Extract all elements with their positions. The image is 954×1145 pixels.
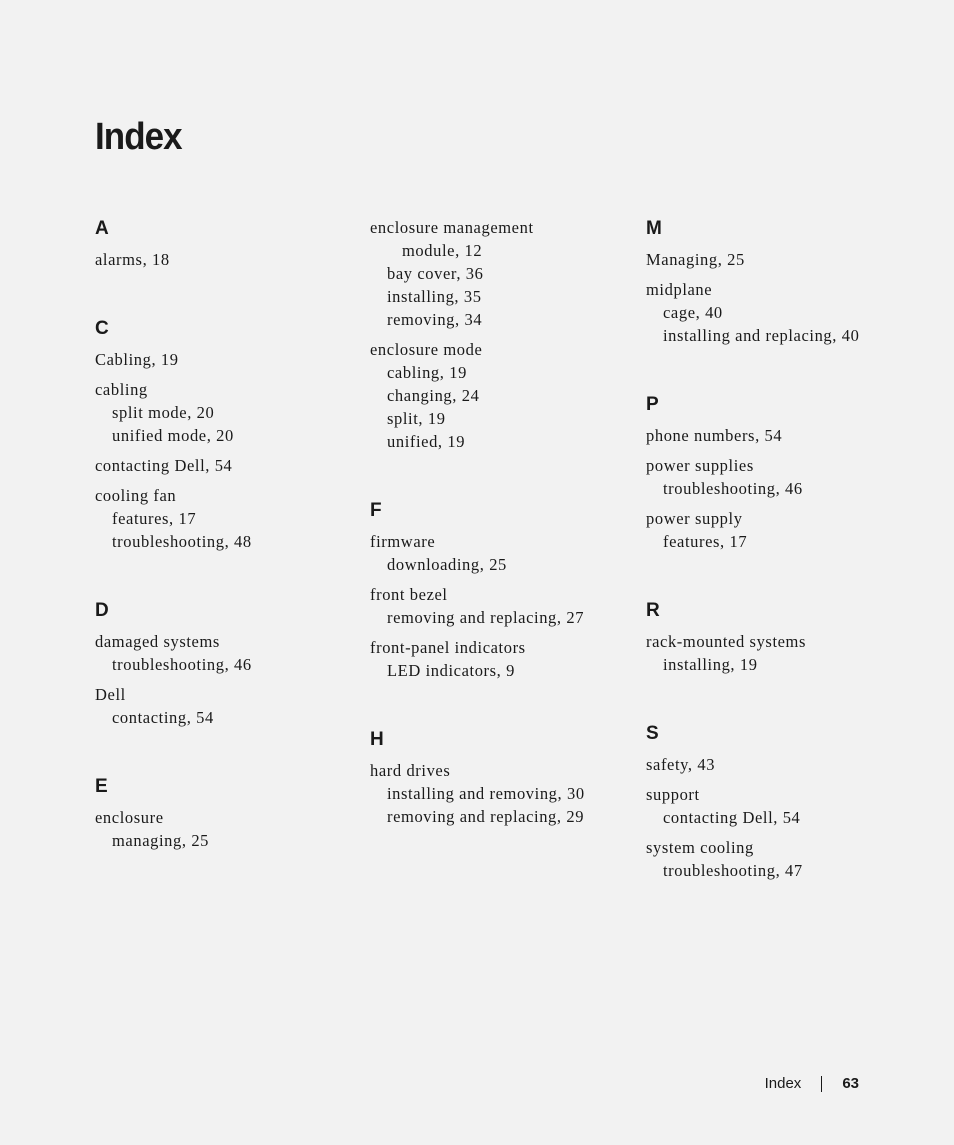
index-entry <box>646 424 906 447</box>
index-term-text: contacting Dell, 54 <box>95 456 233 475</box>
index-subentry: LED indicators, 9 <box>387 661 515 680</box>
index-term <box>646 278 906 301</box>
index-term-text: firmware <box>370 532 436 551</box>
index-letter: P <box>646 394 659 415</box>
index-subentry: split, 19 <box>387 409 446 428</box>
index-entry <box>646 783 906 829</box>
index-subentry: contacting Dell, 54 <box>663 808 801 827</box>
index-term <box>646 248 906 271</box>
index-entry <box>646 836 906 882</box>
index-term-continuation: module, 12 <box>402 241 483 260</box>
index-term <box>646 783 906 806</box>
index-subentry: unified mode, 20 <box>112 426 234 445</box>
index-subentry: cabling, 19 <box>387 363 467 382</box>
index-subentry: split mode, 20 <box>112 403 215 422</box>
index-column-2 <box>370 216 630 835</box>
index-term <box>370 216 630 262</box>
index-term <box>646 630 906 653</box>
index-column-1 <box>95 216 355 859</box>
section-spacer <box>370 460 630 498</box>
index-subentry: removing, 34 <box>387 310 483 329</box>
index-entry <box>95 806 355 852</box>
index-term <box>95 683 355 706</box>
page-number: 63 <box>842 1075 859 1092</box>
index-section <box>646 216 906 347</box>
page-title: Index <box>95 116 182 158</box>
index-subentry: unified, 19 <box>387 432 466 451</box>
index-letter: S <box>646 723 659 744</box>
index-subentry: features, 17 <box>112 509 197 528</box>
index-term-text: enclosure mode <box>370 340 483 359</box>
page-footer <box>765 1075 859 1092</box>
index-entry <box>95 683 355 729</box>
index-subentry: bay cover, 36 <box>387 264 484 283</box>
index-letter: R <box>646 600 660 621</box>
index-subentry: managing, 25 <box>112 831 210 850</box>
section-spacer <box>646 560 906 598</box>
index-term <box>95 806 355 829</box>
index-term <box>370 338 630 361</box>
index-term-text: cabling <box>95 380 148 399</box>
index-term-text: Cabling, 19 <box>95 350 179 369</box>
index-term-text: hard drives <box>370 761 451 780</box>
index-term-text: support <box>646 785 700 804</box>
section-spacer <box>95 278 355 316</box>
index-term-text: enclosure management <box>370 218 534 237</box>
index-term <box>370 530 630 553</box>
index-entry <box>370 583 630 629</box>
section-spacer <box>370 689 630 727</box>
index-term-text: damaged systems <box>95 632 220 651</box>
index-subentry: contacting, 54 <box>112 708 214 727</box>
index-entry <box>370 216 630 331</box>
index-term-text: midplane <box>646 280 713 299</box>
index-subentry: removing and replacing, 27 <box>387 608 585 627</box>
index-subentry: downloading, 25 <box>387 555 507 574</box>
index-subentry: changing, 24 <box>387 386 480 405</box>
index-subentry: troubleshooting, 48 <box>112 532 252 551</box>
index-entry <box>646 630 906 676</box>
index-subentry: installing, 19 <box>663 655 758 674</box>
index-section <box>95 598 355 729</box>
footer-divider <box>821 1076 822 1092</box>
index-subentry: installing and replacing, 40 <box>663 326 860 345</box>
index-letter: D <box>95 600 109 621</box>
index-term-text: Dell <box>95 685 126 704</box>
section-spacer <box>95 736 355 774</box>
index-section <box>370 727 630 828</box>
index-term <box>646 836 906 859</box>
index-term <box>646 424 906 447</box>
index-entry <box>370 759 630 828</box>
index-term <box>95 248 355 271</box>
index-letter: F <box>370 500 382 521</box>
index-term-text: power supplies <box>646 456 754 475</box>
index-entry <box>370 530 630 576</box>
index-term <box>646 753 906 776</box>
index-term <box>95 454 355 477</box>
index-subentry: troubleshooting, 46 <box>112 655 252 674</box>
index-entry <box>370 338 630 453</box>
index-letter: H <box>370 729 384 750</box>
index-term-text: cooling fan <box>95 486 177 505</box>
index-entry <box>646 454 906 500</box>
index-section <box>95 316 355 553</box>
index-subentry: features, 17 <box>663 532 748 551</box>
index-entry <box>95 378 355 447</box>
index-term <box>370 583 630 606</box>
index-entry <box>646 248 906 271</box>
index-entry <box>646 278 906 347</box>
index-subentry: installing, 35 <box>387 287 482 306</box>
index-term-text: front-panel indicators <box>370 638 526 657</box>
index-term-text: safety, 43 <box>646 755 716 774</box>
index-term-text: system cooling <box>646 838 754 857</box>
index-letter: M <box>646 218 662 239</box>
index-entry <box>95 630 355 676</box>
index-section <box>95 774 355 852</box>
index-subentry: troubleshooting, 46 <box>663 479 803 498</box>
index-subentry: cage, 40 <box>663 303 723 322</box>
index-entry <box>95 248 355 271</box>
index-term-text: Managing, 25 <box>646 250 745 269</box>
index-term <box>646 507 906 530</box>
index-entry <box>95 348 355 371</box>
index-letter: A <box>95 218 109 239</box>
index-term-text: rack-mounted systems <box>646 632 807 651</box>
index-section <box>646 392 906 553</box>
index-subentry: installing and removing, 30 <box>387 784 585 803</box>
index-term <box>95 348 355 371</box>
index-term <box>646 454 906 477</box>
index-term <box>95 378 355 401</box>
index-section <box>646 721 906 882</box>
index-subentry: removing and replacing, 29 <box>387 807 585 826</box>
footer-section-label: Index <box>764 1075 802 1092</box>
index-section <box>370 216 630 453</box>
index-term <box>370 759 630 782</box>
index-section <box>370 498 630 682</box>
index-term <box>95 484 355 507</box>
index-term-text: alarms, 18 <box>95 250 170 269</box>
index-term-text: phone numbers, 54 <box>646 426 783 445</box>
index-letter: E <box>95 776 108 797</box>
section-spacer <box>95 560 355 598</box>
index-term-text: enclosure <box>95 808 164 827</box>
index-section <box>646 598 906 676</box>
section-spacer <box>646 683 906 721</box>
index-section <box>95 216 355 271</box>
index-entry <box>370 636 630 682</box>
index-term-text: front bezel <box>370 585 448 604</box>
index-term <box>370 636 630 659</box>
index-term <box>95 630 355 653</box>
index-column-3 <box>646 216 906 889</box>
section-spacer <box>646 354 906 392</box>
index-entry <box>646 753 906 776</box>
index-entry <box>95 454 355 477</box>
index-entry <box>646 507 906 553</box>
index-entry <box>95 484 355 553</box>
index-subentry: troubleshooting, 47 <box>663 861 803 880</box>
index-letter: C <box>95 318 109 339</box>
index-term-text: power supply <box>646 509 743 528</box>
